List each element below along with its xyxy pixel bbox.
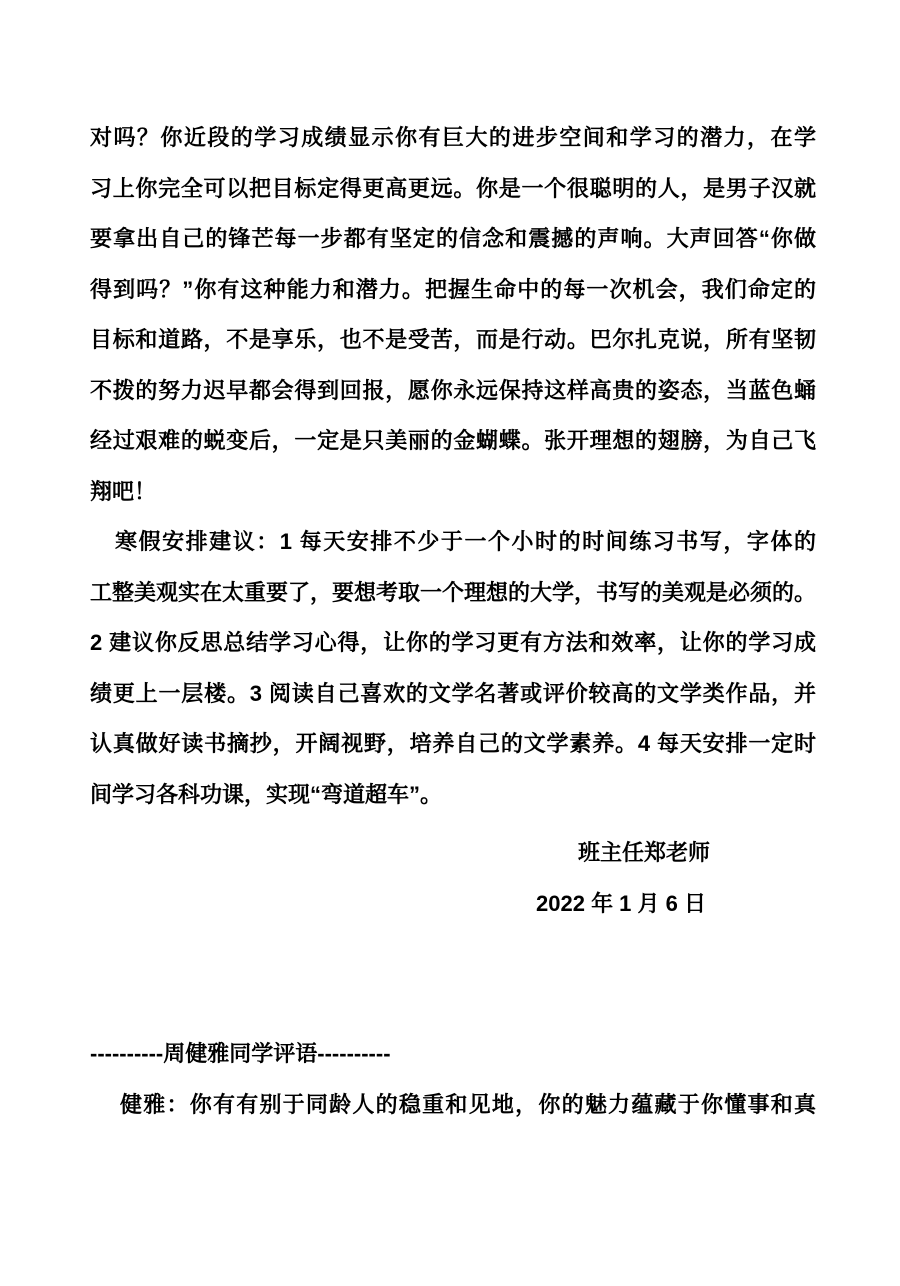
comment-divider: ----------周健雅同学评语---------- <box>90 1041 391 1066</box>
letter-line: 认真做好读书摘抄，开阔视野，培养自己的文学素养。4 每天安排一定时 <box>90 731 816 756</box>
letter-line: 寒假安排建议：1 每天安排不少于一个小时的时间练习书写，字体的 <box>115 529 816 554</box>
letter-line: 翔吧！ <box>90 478 157 504</box>
letter-line: 目标和道路，不是享乐，也不是受苦，而是行动。巴尔扎克说，所有坚韧 <box>90 327 816 352</box>
letter-line: 习上你完全可以把目标定得更高更远。你是一个很聪明的人，是男子汉就 <box>90 175 816 201</box>
document-content <box>90 113 816 1130</box>
letter-line: 要拿出自己的锋芒每一步都有坚定的信念和震撼的声响。大声回答“你做 <box>90 226 816 251</box>
letter-line: 间学习各科功课，实现“弯道超车”。 <box>90 781 443 807</box>
letter-line: 2 建议你反思总结学习心得，让你的学习更有方法和效率，让你的学习成 <box>90 630 816 655</box>
letter-line: 经过艰难的蜕变后，一定是只美丽的金蝴蝶。张开理想的翅膀，为自己飞 <box>90 428 816 453</box>
letter-line: 工整美观实在太重要了，要想考取一个理想的大学，书写的美观是必须的。 <box>90 579 816 605</box>
comment-first-line: 健雅：你有有别于同龄人的稳重和见地，你的魅力蕴藏于你懂事和真 <box>120 1091 816 1117</box>
signature: 班主任郑老师 <box>577 840 710 865</box>
letter-line: 不拨的努力迟早都会得到回报，愿你永远保持这样高贵的姿态，当蓝色蛹 <box>90 377 816 403</box>
date-line: 2022 年 1 月 6 日 <box>536 890 706 916</box>
section-gap <box>90 929 816 1029</box>
letter-line: 对吗？你近段的学习成绩显示你有巨大的进步空间和学习的潜力，在学 <box>90 125 816 150</box>
letter-line: 绩更上一层楼。3 阅读自己喜欢的文学名著或评价较高的文学类作品，并 <box>90 680 816 706</box>
letter-line: 得到吗？”你有这种能力和潜力。把握生命中的每一次机会，我们命定的 <box>90 276 816 302</box>
